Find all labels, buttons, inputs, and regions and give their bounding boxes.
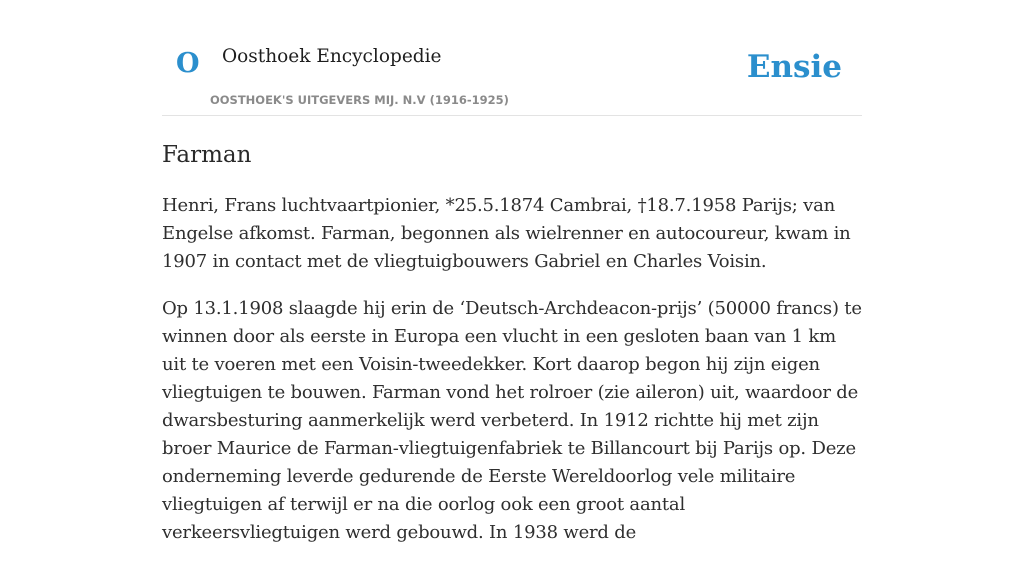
- source-publisher-subtitle: OOSTHOEK'S UITGEVERS MIJ. N.V (1916-1925): [210, 93, 509, 107]
- source-header: [162, 0, 862, 116]
- entry-paragraph: Henri, Frans luchtvaartpionier, *25.5.1874 Cambrai, †18.7.1958 Parijs; van Engelse afkomst. Farman, begonnen als wielrenner en autocoureur, kwam in 1907 in contact met de vliegtuigbouwers Gabriel en Charles Voisin.: [162, 195, 851, 272]
- entry-title: Farman: [162, 142, 252, 168]
- source-logo-letter: O: [176, 48, 200, 79]
- source-title-link[interactable]: Oosthoek Encyclopedie: [222, 46, 442, 67]
- ensie-brand-link[interactable]: Ensie: [746, 49, 842, 85]
- entry-content: [162, 140, 862, 566]
- entry-paragraph: Op 13.1.1908 slaagde hij erin de ‘Deutsch-Archdeacon-prijs’ (50000 francs) te winnen door als eerste in Europa een vlucht in een gesloten baan van 1 km uit te voeren met een Voisin-tweedekker. Kort daarop begon hij zijn eigen vliegtuigen te bouwen. Farman vond het rolroer (zie aileron) uit, waardoor de dwarsbesturing aanmerkelijk werd verbeterd. In 1912 richtte hij met zijn broer Maurice de Farman-vliegtuigenfabriek te Billancourt bij Parijs op. Deze onderneming leverde gedurende de Eerste Wereldoorlog vele militaire vliegtuigen af terwijl er na die oorlog ook een groot aantal verkeersvliegtuigen werd gebouwd. In 1938 werd de: [162, 298, 862, 543]
